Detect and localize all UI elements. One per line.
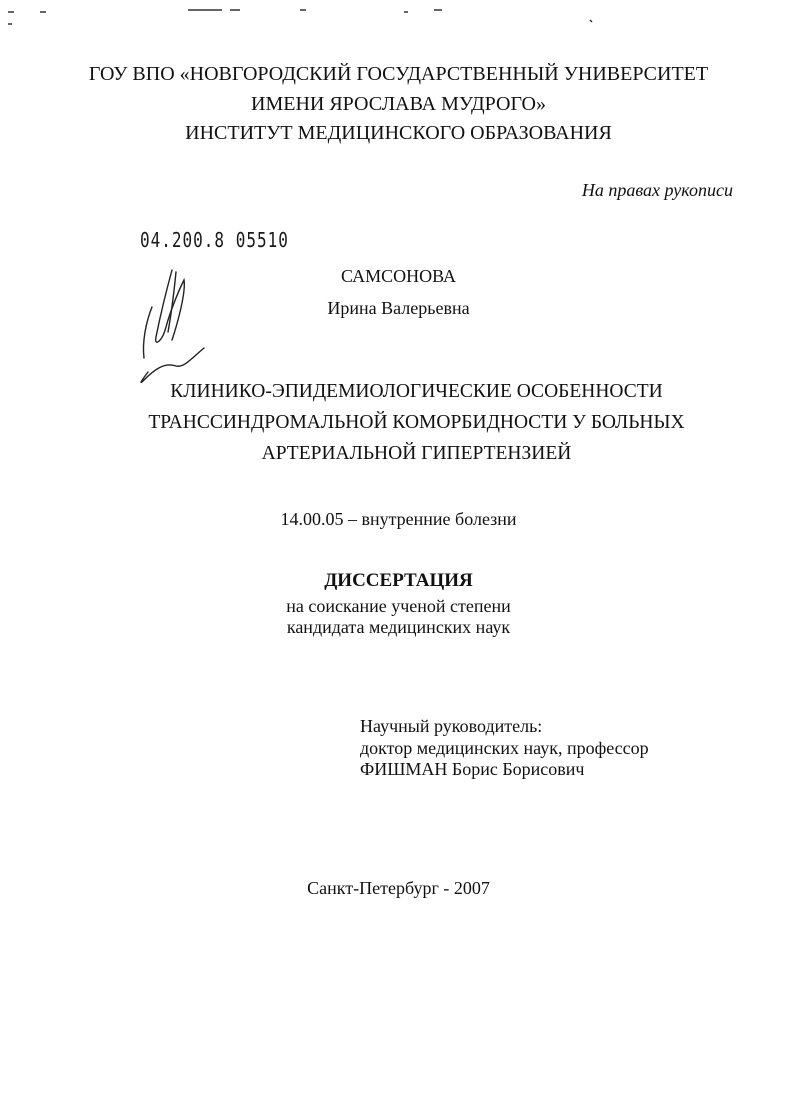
degree-line-2: кандидата медицинских наук (286, 617, 511, 637)
specialty-code: 14.00.05 – внутренние болезни (280, 509, 517, 529)
degree-line-1: на соискание ученой степени (286, 596, 511, 616)
supervisor-credentials: доктор медицинских наук, профессор (360, 738, 649, 758)
institution-line-3: ИНСТИТУТ МЕДИЦИНСКОГО ОБРАЗОВАНИЯ (185, 122, 612, 144)
scan-noise-marks (0, 0, 797, 40)
thesis-title-line-1: КЛИНИКО-ЭПИДЕМИОЛОГИЧЕСКИЕ ОСОБЕННОСТИ (170, 381, 663, 402)
degree-label: ДИССЕРТАЦИЯ (324, 570, 473, 591)
supervisor-label: Научный руководитель: (360, 716, 543, 736)
institution-line-2: ИМЕНИ ЯРОСЛАВА МУДРОГО» (251, 93, 546, 115)
rights-note: На правах рукописи (581, 180, 733, 200)
institution-line-1: ГОУ ВПО «НОВГОРОДСКИЙ ГОСУДАРСТВЕННЫЙ УНИВЕРСИТЕТ (88, 63, 709, 85)
author-given-names: Ирина Валерьевна (327, 298, 470, 318)
thesis-title-line-3: АРТЕРИАЛЬНОЙ ГИПЕРТЕНЗИЕЙ (261, 443, 572, 464)
author-surname: САМСОНОВА (341, 266, 456, 286)
thesis-title-line-2: ТРАНССИНДРОМАЛЬНОЙ КОМОРБИДНОСТИ У БОЛЬНЫХ (148, 412, 685, 433)
place-and-year: Санкт-Петербург - 2007 (307, 878, 490, 898)
registration-stamp-number: 04.200.8 05510 (140, 228, 289, 252)
supervisor-name: ФИШМАН Борис Борисович (360, 759, 585, 779)
